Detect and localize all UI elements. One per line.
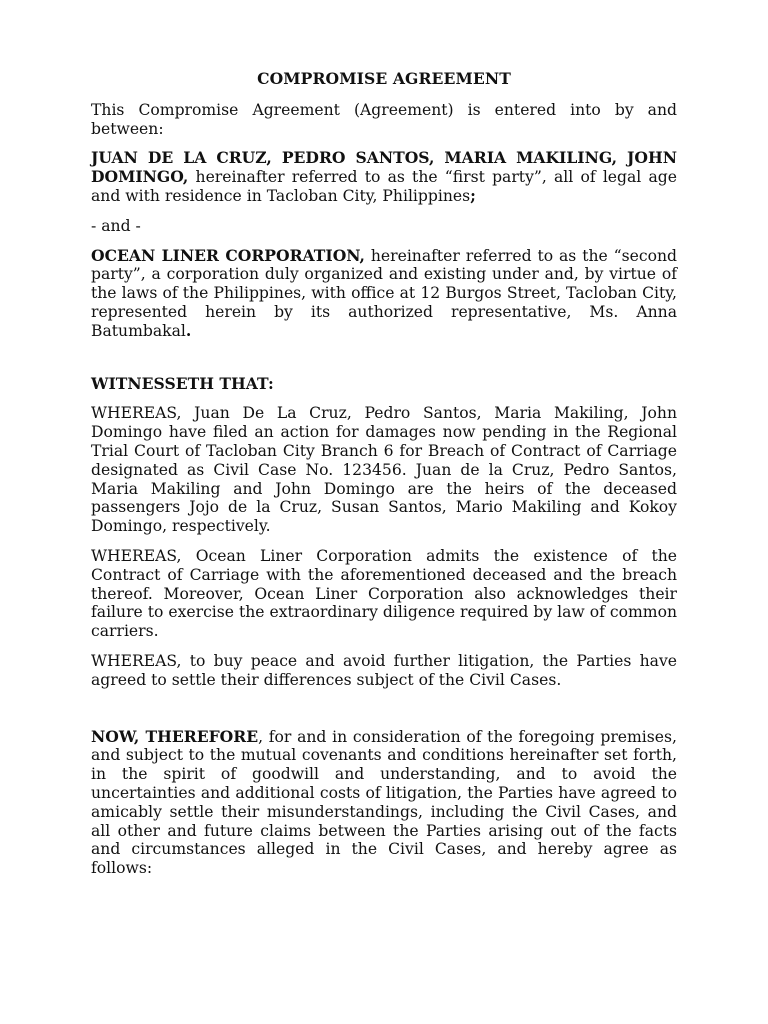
document-page [91,70,677,889]
first-party-paragraph [91,149,677,205]
witnesseth-heading: WITNESSETH THAT: [91,373,274,393]
second-party-text: hereinafter referred to as the “second party”, a corporation duly organized and existing under and, by virtue of the laws of the Philippines, with office at 12 Burgos Street, Tacloban City, represented herein by its authorized representative, Ms. Anna Batumbakal [91,246,677,340]
now-therefore-paragraph [91,728,677,878]
second-party-paragraph [91,247,677,341]
and-separator: - and - [91,216,141,235]
second-party-end: . [185,320,192,340]
whereas-clause: WHEREAS, to buy peace and avoid further litigation, the Parties have agreed to settle their differences subject of the Civil Cases. [91,651,677,689]
now-therefore-lead: NOW, THEREFORE [91,726,259,746]
whereas-clause: WHEREAS, Ocean Liner Corporation admits the existence of the Contract of Carriage with the aforementioned deceased and the breach thereof. Moreover, Ocean Liner Corporation also acknowledges their failure to exercise the extraordinary diligence required by law of common carriers. [91,546,677,641]
document-title: COMPROMISE AGREEMENT [257,69,511,88]
intro-paragraph: This Compromise Agreement (Agreement) is entered into by and between: [91,100,677,138]
second-party-name: OCEAN LINER CORPORATION, [91,245,365,265]
now-therefore-text: , for and in consideration of the foregoing premises, and subject to the mutual covenants and conditions hereinafter set forth, in the spirit of goodwill and understanding, and to avoid the uncertainties and additional costs of litigation, the Parties have agreed to amicably settle their misunderstandings, including the Civil Cases, and all other and future claims between the Parties arising out of the facts and circumstances alleged in the Civil Cases, and hereby agree as follows: [91,727,677,878]
first-party-names: JUAN DE LA CRUZ, PEDRO SANTOS, MARIA MAKILING, JOHN DOMINGO, [91,148,677,187]
whereas-clause: WHEREAS, Juan De La Cruz, Pedro Santos, Maria Makiling, John Domingo have filed an action for damages now pending in the Regional Trial Court of Tacloban City Branch 6 for Breach of Contract of Carriage designated as Civil Case No. 123456. Juan de la Cruz, Pedro Santos, Maria Makiling and John Domingo are the heirs of the deceased passengers Jojo de la Cruz, Susan Santos, Mario Makiling and Kokoy Domingo, respectively. [91,404,677,536]
first-party-end: ; [470,185,476,205]
first-party-text: hereinafter referred to as the “first party”, all of legal age and with residence in Tacloban City, Philippines [91,168,677,205]
